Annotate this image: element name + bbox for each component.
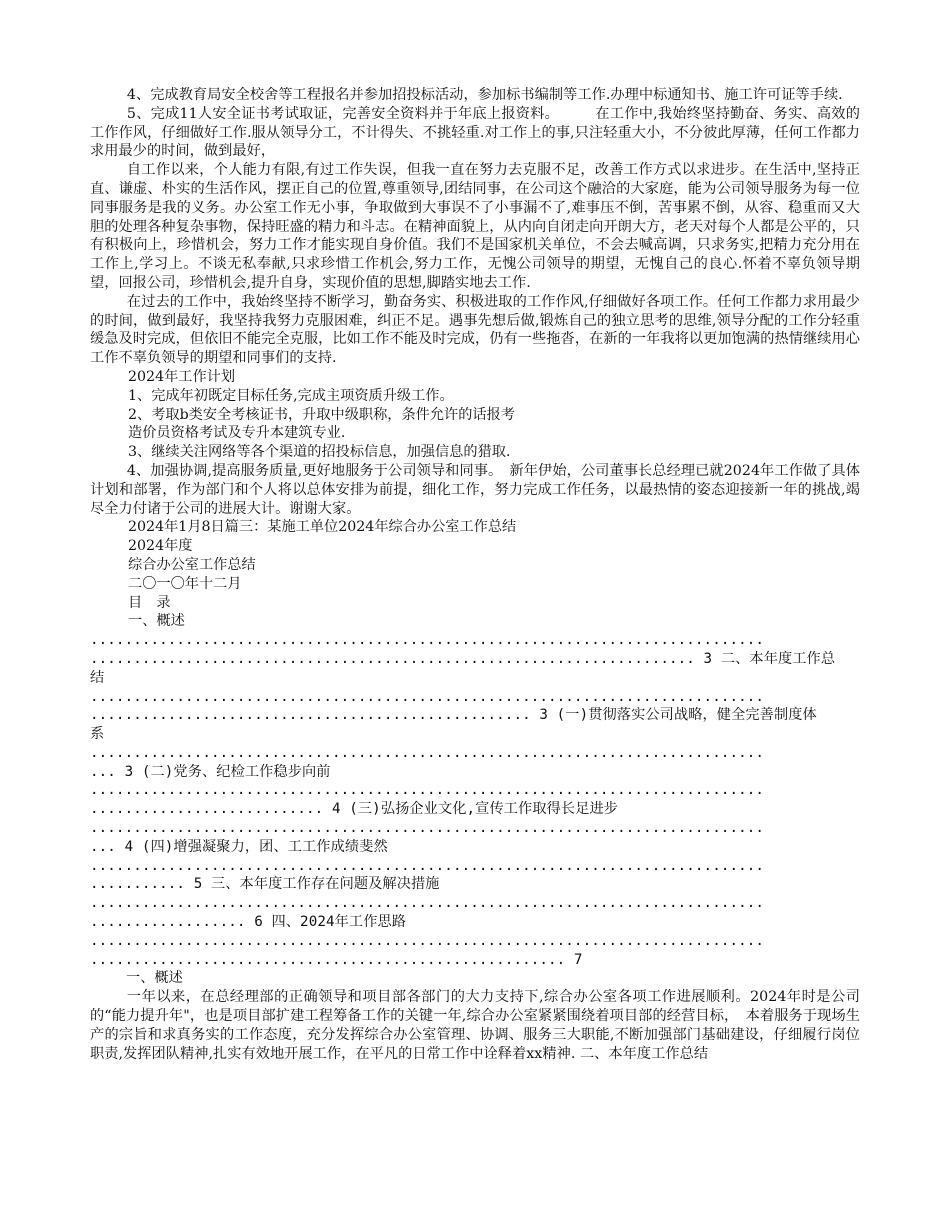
plan-item: 3、继续关注网络等各个渠道的招投标信息，加强信息的猎取. (128, 444, 511, 461)
toc-first-entry: 一、概述 (128, 613, 185, 630)
plan-item-final: 4、加强协调,提高服务质量,更好地服务于公司领导和同事。 新年伊始，公司董事长总经理已就2024年工作做了具体计划和部署，作为部门和个人将以总体安排为前提，细化工作，努力完成工作任务，以最热情的姿态迎接新一年的挑战,竭尽全力付诸于公司的进展大计。谢谢大家。 (90, 462, 860, 517)
plan-item: 造价员资格考试及专升本建筑专业. (128, 425, 346, 442)
document-page (90, 86, 860, 1063)
paragraph-self-review: 自工作以来，个人能力有限,有过工作失误，但我一直在努力去克服不足，改善工作方式以求进步。在生活中,坚持正直、谦虚、朴实的生活作风，摆正自己的位置,尊重领导,团结同事，在公司这个融洽的大家庭，能为公司领导服务为每一位同事服务是我的义务。办公室工作无小事，争取做到大事误不了小事漏不了,难事压不倒，苦事累不倒，从容、稳重而又大胆的处理各种复杂事物，保持旺盛的精力和斗志。在精神面貌上，从内向自闭走向开朗大方，老天对每个人都是公平的，只有积极向上，珍惜机会，努力工作才能实现自身价值。我们不是国家机关单位，不会去喊高调，只求务实,把精力充分用在工作上,学习上。不谈无私奉献,只求珍惜工作机会,努力工作，无愧公司领导的期望，无愧自己的良心.怀着不辜负领导期望，回报公司，珍惜机会,提升自身，实现价值的思想,脚踏实地去工作. (90, 162, 860, 291)
paragraph-past-work: 在过去的工作中，我始终坚持不断学习，勤奋务实、积极进取的工作作风,仔细做好各项工作。任何工作都力求用最少的时间，做到最好，我坚持我努力克服困难，纠正不足。遇事先想后做,锻炼自己的独立思考的思维,领导分配的工作分轻重缓急及时完成，但依旧不能完全克服，比如工作不能及时完成，仍有一些拖沓，在新的一年我将以更加饱满的热情继续用心工作不辜负领导的期望和同事们的支持. (90, 293, 860, 367)
plan-title: 2024年工作计划 (128, 368, 236, 385)
table-of-contents (90, 631, 860, 969)
toc-line: .................. 6 四、2024年工作思路 (90, 914, 407, 931)
toc-line: .............................................................................. (90, 820, 765, 837)
toc-line: .............................................................................. (90, 782, 765, 799)
overview-paragraph: 一年以来，在总经理部的正确领导和项目部各部门的大力支持下,综合办公室各项工作进展顺利。2024年时是公司的“能力提升年"，也是项目部扩建工程筹备工作的关键一年,综合办公室紧紧围绕着项目部的经营目标， 本着服务于现场生产的宗旨和求真务实的工作态度，充分发挥综合办公室管理、协调、服务三大职能,不断加强部门基础建设，仔细履行岗位职责,发挥团队精神,扎实有效地开展工作，在平凡的日常工作中诠释着xx精神. 二、本年度工作总结 (90, 989, 860, 1062)
paragraph-certificates: 5、完成11人安全证书考试取证，完善安全资料并于年底上报资料。 在工作中,我始终坚持勤奋、务实、高效的工作作风，仔细做好工作.服从领导分工，不计得失、不挑轻重.对工作上的事,只注轻重大小，不分彼此厚薄，任何工作都力求用最少的时间，做到最好， (90, 105, 860, 160)
toc-line: ....................................................... 7 (90, 951, 583, 968)
toc-line: .............................................................................. (90, 632, 765, 649)
toc-line: .............................................................................. (90, 744, 765, 761)
toc-line: 系 (90, 726, 105, 743)
toc-line: .............................................................................. (90, 932, 765, 949)
plan-item: 2、考取b类安全考核证书，升取中级职称，条件允许的话报考 (128, 406, 515, 423)
toc-line: .............................................................................. (90, 857, 765, 874)
toc-line: .............................................................................. (90, 688, 765, 705)
toc-line: ........... 5 三、本年度工作存在问题及解决措施 (90, 876, 440, 893)
toc-line: ...................................................................... 3 二、本年度工作总 (90, 650, 836, 667)
toc-line: ... 3 (二)党务、纪检工作稳步向前 (90, 763, 331, 780)
header-line-date: 2024年1月8日篇三：某施工单位2024年综合办公室工作总结 (128, 519, 517, 536)
header-line-month: 二〇一〇年十二月 (128, 575, 242, 592)
paragraph-tender: 4、完成教育局安全校舍等工程报名并参加招投标活动，参加标书编制等工作.办理中标通知书、施工许可证等手续. (126, 87, 843, 103)
toc-line: ................................................... 3 (一)贯彻落实公司战略，健全完善制度体 (90, 707, 817, 724)
overview-title: 一、概述 (126, 970, 183, 987)
toc-line: ... 4 (四)增强凝聚力，团、工工作成绩斐然 (90, 838, 388, 855)
toc-line: .............................................................................. (90, 895, 765, 912)
header-line-title: 综合办公室工作总结 (128, 556, 256, 573)
plan-item: 1、完成年初既定目标任务,完成主项资质升级工作。 (128, 387, 454, 404)
toc-heading: 目 录 (128, 594, 171, 611)
toc-line: 结 (90, 669, 105, 686)
toc-line: ........................... 4 (三)弘扬企业文化,宣传工作取得长足进步 (90, 801, 619, 818)
header-line-year: 2024年度 (128, 538, 193, 555)
